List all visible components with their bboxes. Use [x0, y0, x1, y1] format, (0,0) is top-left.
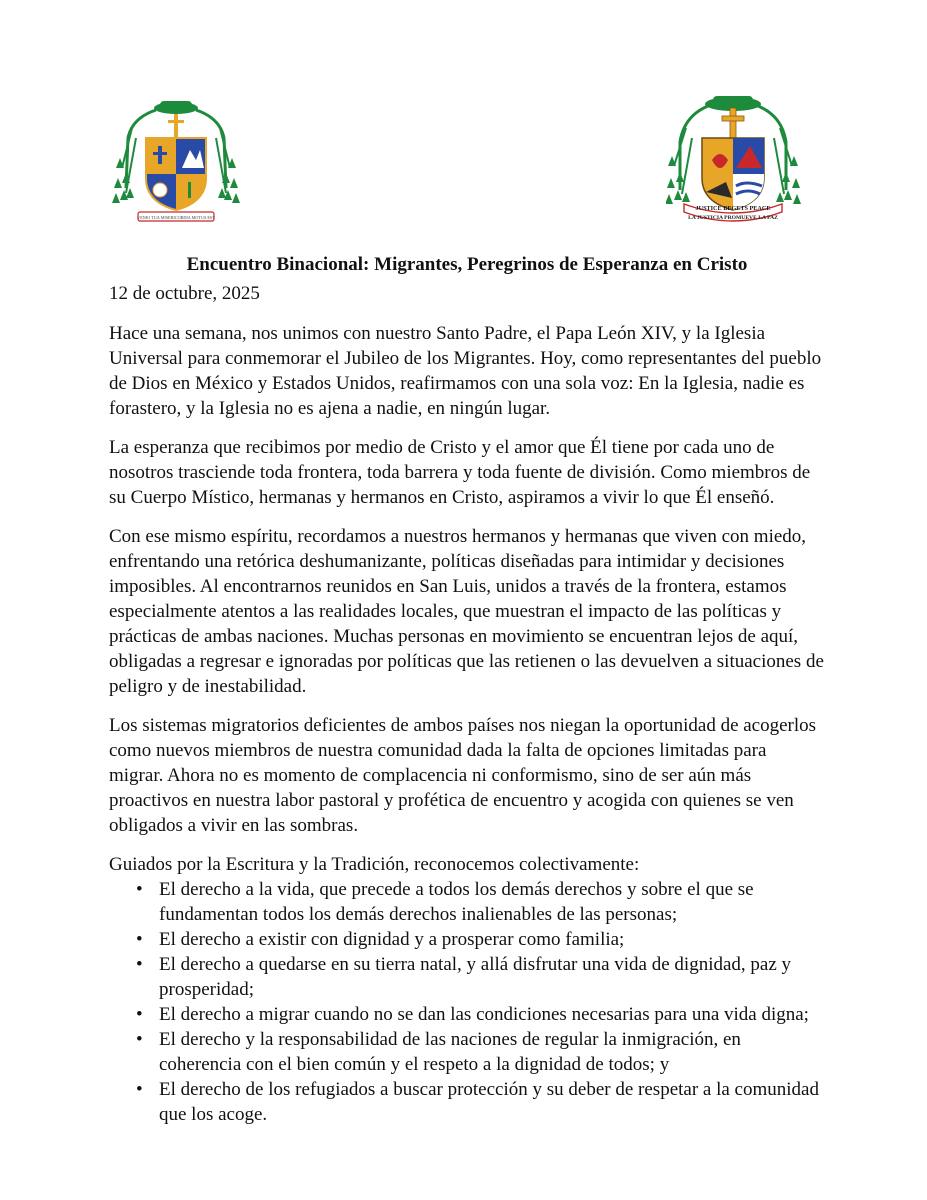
list-item-text: El derecho a existir con dignidad y a prosperar como familia;: [159, 929, 625, 950]
letter-body: [109, 252, 825, 1127]
paragraph-3: Con ese mismo espíritu, recordamos a nuestros hermanos y hermanas que viven con miedo, enfrentando una retórica deshumanizante, políticas diseñadas para intimidar y decisiones imposibles. Al encontrarnos reunidos en San Luis, unidos a través de la frontera, estamos especialmente atentos a las realidades locales, que muestran el impacto de las políticas y prácticas de ambas naciones. Muchas personas en movimiento se encuentran lejos de aquí, obligadas a regresar e ignoradas por políticas que las retienen o las devuelven a situaciones de peligro y de inestabilidad.: [109, 526, 824, 697]
bullet: •: [136, 1079, 143, 1100]
list-item-text: El derecho de los refugiados a buscar protección y su deber de respetar a la comunidad que los acoge.: [159, 1079, 819, 1125]
list-item-text: El derecho a quedarse en su tierra natal, y allá disfrutar una vida de dignidad, paz y prosperidad;: [159, 954, 792, 1000]
right-coat-of-arms: [666, 94, 801, 226]
rights-list: [109, 877, 825, 1127]
list-item: [109, 1002, 825, 1027]
paragraph-4: Los sistemas migratorios deficientes de ambos países nos niegan la oportunidad de acogerlos como nuevos miembros de nuestra comunidad dada la falta de opciones limitadas para migrar. Ahora no es momento de complacencia ni conformismo, sino de ser aún más proactivos en nuestra labor pastoral y profética de encuentro y acogida con quienes se ven obligados a vivir en las sombras.: [109, 715, 817, 836]
bullet: •: [136, 954, 143, 975]
episcopal-coat-of-arms-icon: [112, 101, 240, 221]
list-item-text: El derecho a la vida, que precede a todos los demás derechos y sobre el que se fundamentan todos los demás derechos inalienables de las personas;: [159, 879, 754, 925]
document-date: 12 de octubre, 2025: [109, 283, 260, 304]
list-item: [109, 1077, 825, 1127]
list-item-text: El derecho a migrar cuando no se dan las condiciones necesarias para una vida digna;: [159, 1004, 809, 1025]
list-item-text: El derecho y la responsabilidad de las naciones de regular la inmigración, en coherencia con el bien común y el respeto a la dignidad de todos; y: [159, 1029, 741, 1075]
right-crest-motto-line2: LA JUSTICIA PROMUEVE LA PAZ: [688, 215, 778, 221]
left-coat-of-arms: [112, 98, 240, 226]
bullet: •: [136, 1004, 143, 1025]
paragraph-1: Hace una semana, nos unimos con nuestro Santo Padre, el Papa León XIV, y la Iglesia Universal para conmemorar el Jubileo de los Migrantes. Hoy, como representantes del pueblo de Dios en México y Estados Unidos, reafirmamos con una sola voz: En la Iglesia, nadie es forastero, y la Iglesia no es ajena a nadie, en ningún lugar.: [109, 323, 822, 419]
list-item: [109, 877, 825, 927]
rights-intro: Guiados por la Escritura y la Tradición, reconocemos colectivamente:: [109, 854, 640, 875]
bullet: •: [136, 929, 143, 950]
list-item: [109, 952, 825, 1002]
bullet: •: [136, 1029, 143, 1050]
left-crest-motto: VENIO TUA MISERICORDIA MOTUS EST: [137, 215, 215, 220]
document-title: Encuentro Binacional: Migrantes, Peregrinos de Esperanza en Cristo: [186, 254, 748, 275]
list-item: [109, 927, 825, 952]
right-crest-motto-line1: JUSTICE BEGETS PEACE: [695, 205, 771, 212]
episcopal-coat-of-arms-icon: [666, 96, 801, 221]
list-item: [109, 1027, 825, 1077]
paragraph-2: La esperanza que recibimos por medio de Cristo y el amor que Él tiene por cada uno de nosotros trasciende toda frontera, toda barrera y toda fuente de división. Como miembros de su Cuerpo Místico, hermanas y hermanos en Cristo, aspiramos a vivir lo que Él enseñó.: [109, 437, 811, 508]
bullet: •: [136, 879, 143, 900]
